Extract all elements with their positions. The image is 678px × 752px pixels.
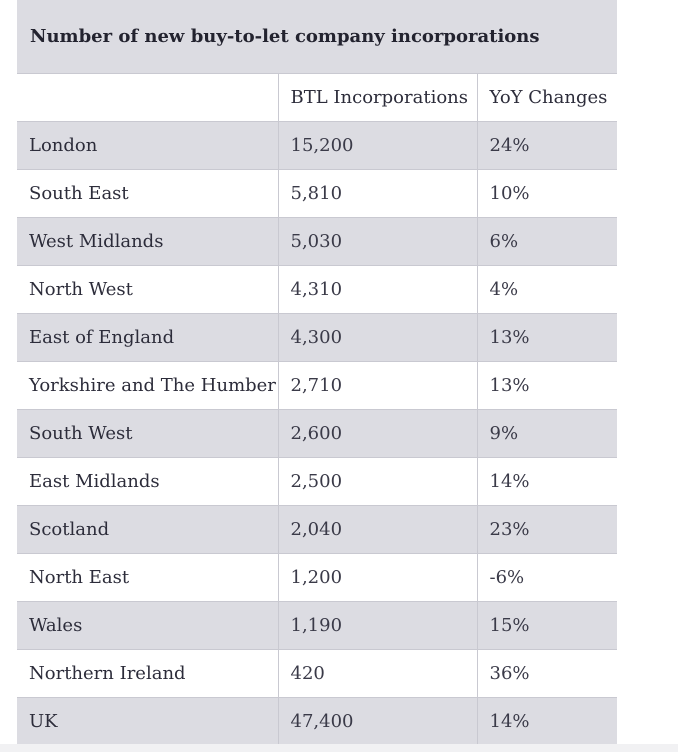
region-cell: Yorkshire and The Humber [17, 361, 278, 409]
yoy-cell: 9% [477, 409, 617, 457]
incorporations-cell: 420 [278, 649, 477, 697]
table-row [17, 601, 617, 649]
table-header-row [17, 73, 617, 121]
incorporations-cell: 4,310 [278, 265, 477, 313]
table-row [17, 553, 617, 601]
incorporations-table [17, 0, 617, 746]
region-cell: UK [17, 697, 278, 745]
table-row [17, 217, 617, 265]
incorporations-cell: 15,200 [278, 121, 477, 169]
incorporations-cell: 4,300 [278, 313, 477, 361]
region-cell: East of England [17, 313, 278, 361]
table-row [17, 313, 617, 361]
table-row [17, 409, 617, 457]
table-row [17, 169, 617, 217]
table-row [17, 121, 617, 169]
region-cell: East Midlands [17, 457, 278, 505]
region-cell: West Midlands [17, 217, 278, 265]
incorporations-cell: 47,400 [278, 697, 477, 745]
region-cell: Northern Ireland [17, 649, 278, 697]
incorporations-cell: 5,030 [278, 217, 477, 265]
incorporations-cell: 1,200 [278, 553, 477, 601]
table-row [17, 649, 617, 697]
yoy-cell: 13% [477, 361, 617, 409]
incorporations-cell: 2,710 [278, 361, 477, 409]
yoy-cell: 36% [477, 649, 617, 697]
table-row [17, 457, 617, 505]
yoy-cell: 14% [477, 457, 617, 505]
table-title-row [17, 0, 617, 73]
yoy-cell: 24% [477, 121, 617, 169]
header-region [17, 73, 278, 121]
incorporations-cell: 2,500 [278, 457, 477, 505]
region-cell: Wales [17, 601, 278, 649]
region-cell: South West [17, 409, 278, 457]
yoy-cell: 13% [477, 313, 617, 361]
yoy-cell: 23% [477, 505, 617, 553]
region-cell: South East [17, 169, 278, 217]
incorporations-cell: 5,810 [278, 169, 477, 217]
header-btl-incorporations: BTL Incorporations [278, 73, 477, 121]
yoy-cell: 15% [477, 601, 617, 649]
table-row [17, 361, 617, 409]
incorporations-cell: 2,040 [278, 505, 477, 553]
incorporations-cell: 1,190 [278, 601, 477, 649]
region-cell: North West [17, 265, 278, 313]
table-row [17, 505, 617, 553]
region-cell: London [17, 121, 278, 169]
incorporations-cell: 2,600 [278, 409, 477, 457]
region-cell: Scotland [17, 505, 278, 553]
table-row [17, 265, 617, 313]
yoy-cell: -6% [477, 553, 617, 601]
yoy-cell: 4% [477, 265, 617, 313]
region-cell: North East [17, 553, 278, 601]
table-title: Number of new buy-to-let company incorporations [17, 0, 617, 73]
yoy-cell: 14% [477, 697, 617, 745]
table-row-total [17, 697, 617, 745]
header-yoy-changes: YoY Changes [477, 73, 617, 121]
incorporations-table-container [17, 0, 617, 746]
yoy-cell: 10% [477, 169, 617, 217]
page-bottom-divider [0, 744, 678, 752]
yoy-cell: 6% [477, 217, 617, 265]
